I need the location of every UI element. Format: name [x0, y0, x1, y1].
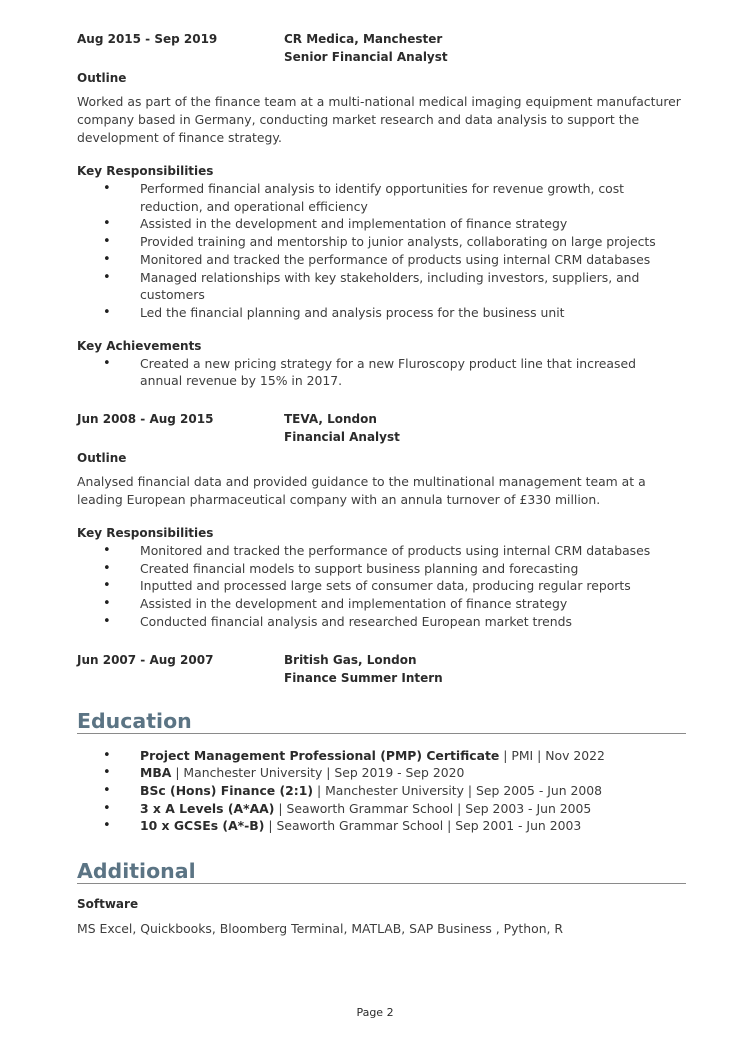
education-qualification: 3 x A Levels (A*AA)	[140, 800, 275, 816]
outline-text: Worked as part of the finance team at a multi-national medical imaging equipment manufacturer company based in Germany, conducting market research and data analysis to support the development of finance strategy.	[77, 94, 681, 145]
education-qualification: MBA	[140, 765, 172, 781]
education-detail: | Seaworth Grammar School | Sep 2003 - Jun 2005	[274, 800, 592, 816]
job-role: Financial Analyst	[284, 430, 400, 445]
job-role: Finance Summer Intern	[284, 670, 443, 685]
job-entry-british-gas	[77, 651, 682, 687]
job-company: British Gas, London	[284, 652, 417, 667]
education-detail: | Manchester University | Sep 2019 - Sep 2020	[171, 765, 465, 781]
section-title-education: Education	[77, 709, 686, 734]
list-item: • Inputted and processed large sets of consumer data, producing regular reports	[77, 577, 682, 595]
additional-section	[77, 859, 682, 938]
page-number: Page 2	[356, 1006, 394, 1019]
education-item	[77, 782, 682, 800]
outline-label: Outline	[77, 451, 127, 466]
education-section	[77, 709, 682, 836]
list-item: • Created financial models to support business planning and forecasting	[77, 560, 682, 578]
job-role: Senior Financial Analyst	[284, 50, 448, 64]
education-qualification: Project Management Professional (PMP) Certificate	[140, 747, 500, 763]
education-item	[77, 747, 682, 765]
education-qualification: 10 x GCSEs (A*-B)	[140, 818, 265, 834]
list-item: • Monitored and tracked the performance of products using internal CRM databases	[77, 542, 682, 560]
job-company: CR Medica, Manchester	[284, 32, 443, 46]
education-item	[77, 800, 682, 818]
responsibilities-label: Key Responsibilities	[77, 164, 214, 178]
list-item: • Assisted in the development and implementation of finance strategy	[77, 215, 682, 233]
list-item: • Created a new pricing strategy for a new Fluroscopy product line that increased annual revenue by 15% in 2017.	[77, 355, 682, 390]
education-list	[77, 747, 682, 836]
achievements-label: Key Achievements	[77, 338, 202, 353]
section-title-additional: Additional	[77, 859, 686, 884]
responsibilities-label: Key Responsibilities	[77, 526, 214, 541]
achievements-list	[77, 355, 682, 390]
job-dates: Jun 2008 - Aug 2015	[77, 412, 214, 427]
list-item: • Assisted in the development and implementation of finance strategy	[77, 595, 682, 613]
job-entry-cr-medica	[77, 30, 682, 390]
education-detail: | Seaworth Grammar School | Sep 2001 - Jun 2003	[264, 818, 582, 834]
outline-text: Analysed financial data and provided guidance to the multinational management team at a leading European pharmaceutical company with an annula turnover of £330 million.	[77, 474, 646, 508]
outline-label: Outline	[77, 71, 127, 85]
list-item: • Managed relationships with key stakeholders, including investors, suppliers, and customers	[77, 269, 682, 304]
job-header	[77, 651, 682, 687]
education-item	[77, 764, 682, 782]
responsibilities-list	[77, 180, 682, 322]
education-detail: | PMI | Nov 2022	[499, 747, 605, 763]
responsibilities-list	[77, 542, 682, 631]
job-header	[77, 410, 682, 446]
list-item: • Conducted financial analysis and researched European market trends	[77, 613, 682, 631]
list-item: • Monitored and tracked the performance of products using internal CRM databases	[77, 251, 682, 269]
job-header	[77, 30, 682, 66]
list-item: • Provided training and mentorship to junior analysts, collaborating on large projects	[77, 233, 682, 251]
software-label: Software	[77, 897, 139, 912]
job-dates: Jun 2007 - Aug 2007	[77, 652, 214, 667]
software-text: MS Excel, Quickbooks, Bloomberg Terminal, MATLAB, SAP Business , Python, R	[77, 921, 564, 937]
list-item: • Led the financial planning and analysis process for the business unit	[77, 304, 682, 322]
resume-page	[77, 30, 682, 938]
list-item: • Performed financial analysis to identify opportunities for revenue growth, cost reduction, and operational efficiency	[77, 180, 682, 215]
education-qualification: BSc (Hons) Finance (2:1)	[140, 782, 314, 798]
job-dates: Aug 2015 - Sep 2019	[77, 32, 218, 46]
education-detail: | Manchester University | Sep 2005 - Jun 2008	[313, 782, 603, 798]
job-entry-teva	[77, 410, 682, 631]
education-item	[77, 817, 682, 835]
job-company: TEVA, London	[284, 412, 377, 427]
